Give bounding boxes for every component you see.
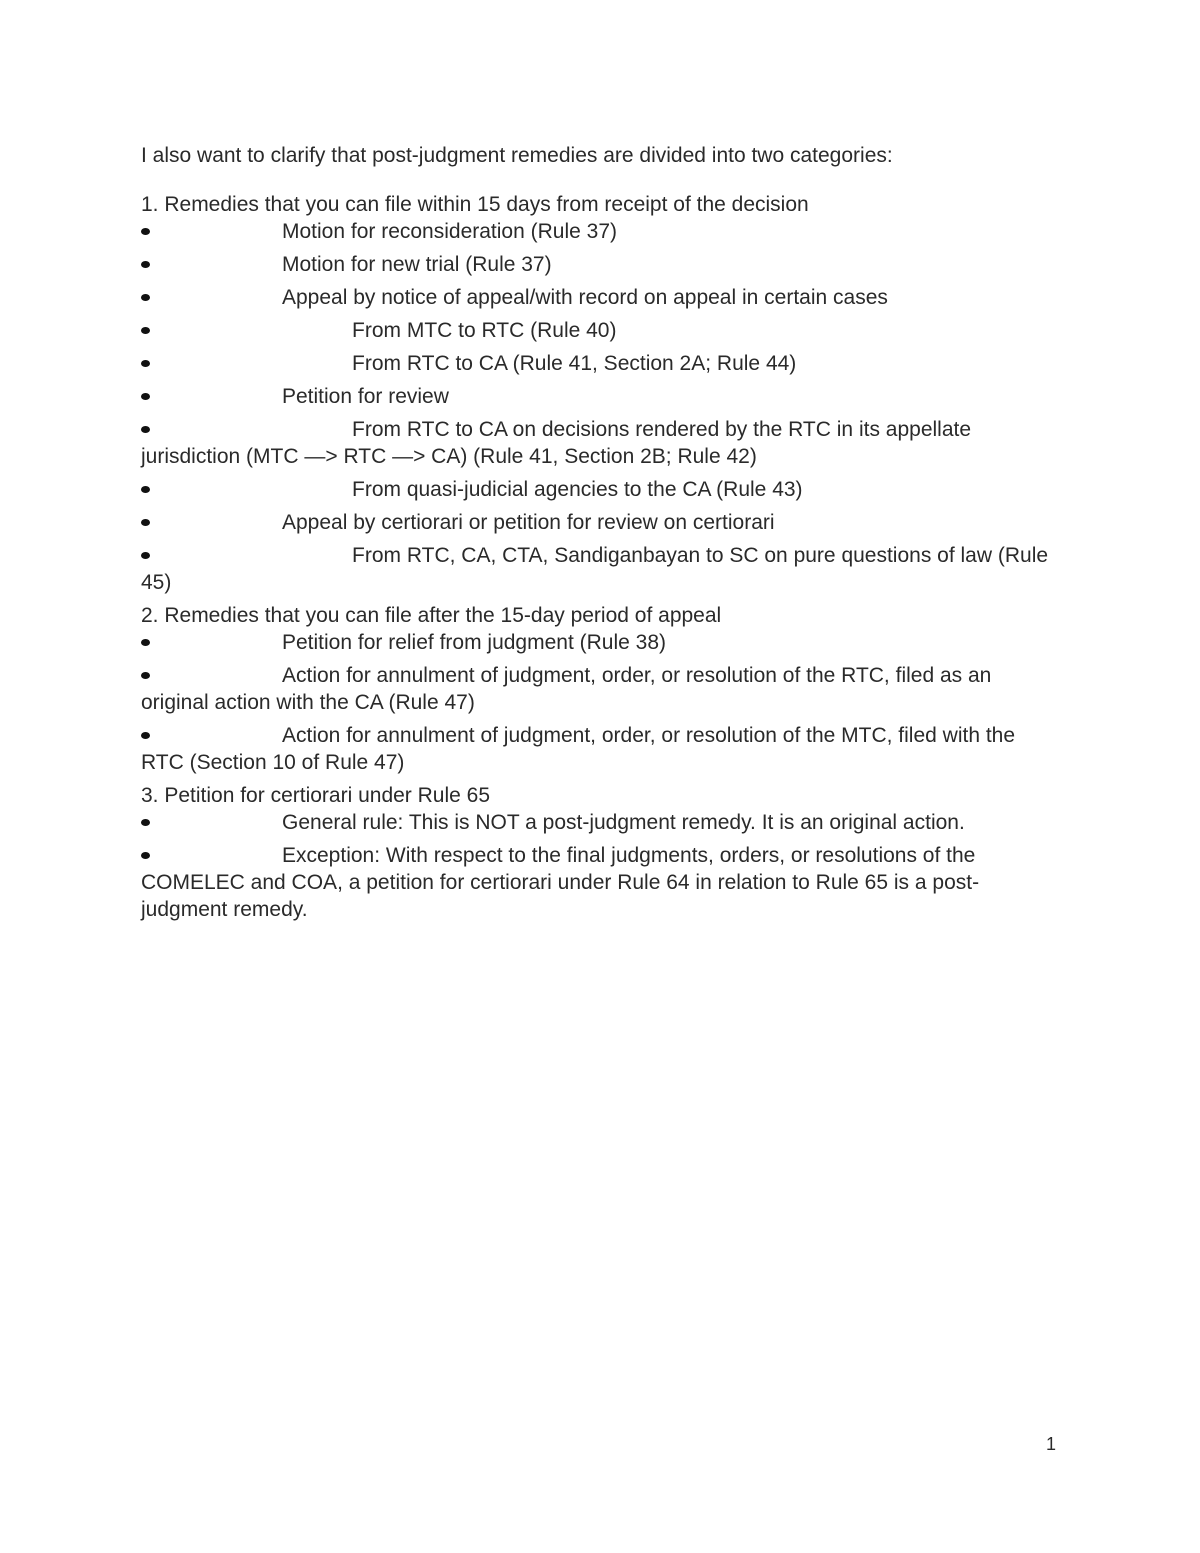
list-item-text: Action for annulment of judgment, order, or resolution of the MTC, filed with the RTC (Section 10 of Rule 47) <box>141 724 1016 774</box>
bullet-icon <box>141 672 150 679</box>
bullet-icon <box>141 294 150 301</box>
bullet-icon <box>141 819 150 826</box>
sections-container <box>141 191 1061 923</box>
bullet-icon <box>141 852 150 859</box>
list-item-text: Appeal by certiorari or petition for review on certiorari <box>282 511 775 534</box>
list-item-text: Petition for review <box>282 385 449 408</box>
bullet-icon <box>141 732 150 739</box>
document-body <box>141 142 1061 929</box>
list-item <box>141 542 1061 596</box>
list-item-text: Motion for reconsideration (Rule 37) <box>282 220 617 243</box>
list-item <box>141 509 1061 536</box>
list-item <box>141 476 1061 503</box>
section-heading: 3. Petition for certiorari under Rule 65 <box>141 784 491 807</box>
list-item <box>141 218 1061 245</box>
list-item <box>141 722 1061 776</box>
bullet-icon <box>141 360 150 367</box>
section-heading: 1. Remedies that you can file within 15 days from receipt of the decision <box>141 193 809 216</box>
list-item <box>141 284 1061 311</box>
list-item-text: From quasi-judicial agencies to the CA (Rule 43) <box>352 478 803 501</box>
list-item <box>141 317 1061 344</box>
list-item-text: Action for annulment of judgment, order, or resolution of the RTC, filed as an original action with the CA (Rule 47) <box>141 664 992 714</box>
list-item <box>141 251 1061 278</box>
list-item-text: Motion for new trial (Rule 37) <box>282 253 552 276</box>
list-item <box>141 842 1061 923</box>
bullet-icon <box>141 393 150 400</box>
list-item-text: Exception: With respect to the final judgments, orders, or resolutions of the COMELEC and COA, a petition for certiorari under Rule 64 in relation to Rule 65 is a post-judgment remedy. <box>141 844 980 921</box>
list-item <box>141 350 1061 377</box>
list-item-text: Petition for relief from judgment (Rule 38) <box>282 631 666 654</box>
bullet-icon <box>141 519 150 526</box>
bullet-icon <box>141 426 150 433</box>
list-item <box>141 383 1061 410</box>
bullet-icon <box>141 639 150 646</box>
list-item <box>141 662 1061 716</box>
bullet-icon <box>141 327 150 334</box>
page-number: 1 <box>1046 1434 1057 1454</box>
list-item <box>141 629 1061 656</box>
bullet-icon <box>141 552 150 559</box>
bullet-icon <box>141 228 150 235</box>
list-item-text: General rule: This is NOT a post-judgment remedy. It is an original action. <box>282 811 965 834</box>
intro-paragraph: I also want to clarify that post-judgment remedies are divided into two categories: <box>141 144 893 167</box>
list-item <box>141 809 1061 836</box>
list-item-text: From RTC, CA, CTA, Sandiganbayan to SC on pure questions of law (Rule 45) <box>141 544 1049 594</box>
bullet-icon <box>141 486 150 493</box>
list-item-text: From MTC to RTC (Rule 40) <box>352 319 617 342</box>
list-item-text: From RTC to CA (Rule 41, Section 2A; Rule 44) <box>352 352 797 375</box>
section-heading: 2. Remedies that you can file after the 15-day period of appeal <box>141 604 722 627</box>
list-item-text: Appeal by notice of appeal/with record on appeal in certain cases <box>282 286 888 309</box>
list-item-text: From RTC to CA on decisions rendered by the RTC in its appellate jurisdiction (MTC —> RTC —> CA) (Rule 41, Section 2B; Rule 42) <box>141 418 972 468</box>
list-item <box>141 416 1061 470</box>
bullet-icon <box>141 261 150 268</box>
